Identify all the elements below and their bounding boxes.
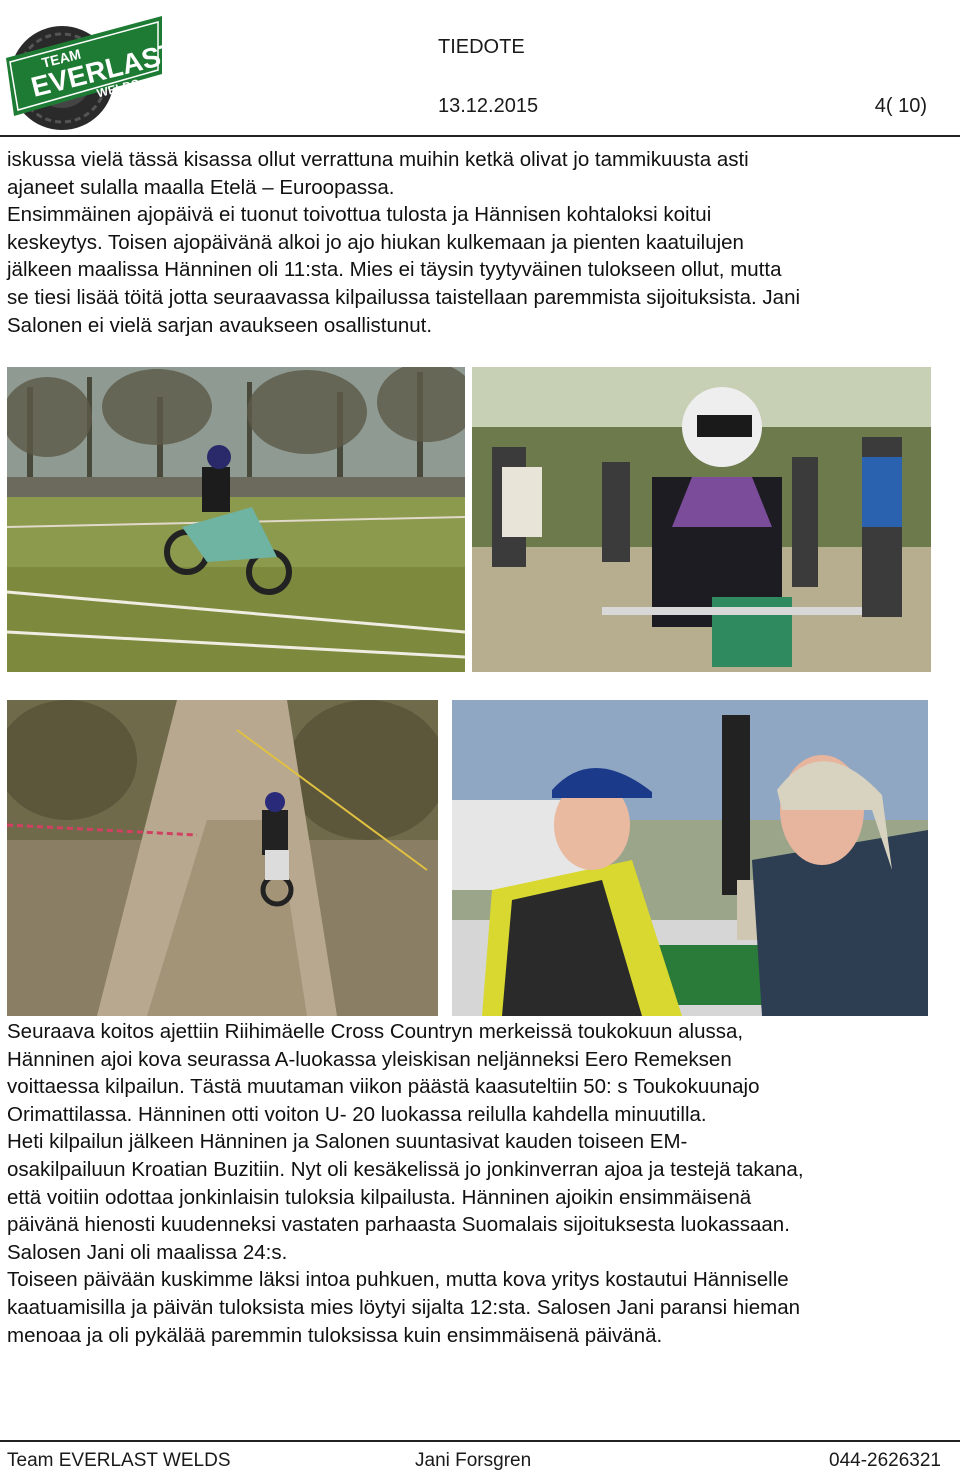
text-line: se tiesi lisää töitä jotta seuraavassa kilpailussa taistellaan paremmista sijoituksista. Jani	[7, 285, 801, 309]
text-line: Ensimmäinen ajopäivä ei tuonut toivottua tulosta ja Hännisen kohtaloksi koitui	[7, 203, 712, 227]
text-line: että voitiin odottaa jonkinlaisin tuloksia kilpailusta. Hänninen ajoikin ensimmäisenä	[7, 1185, 752, 1209]
text-line: iskussa vielä tässä kisassa ollut verrattuna muihin ketkä olivat jo tammikuusta asti	[7, 148, 749, 171]
text-line: päivänä hienosti kuudenneksi vastaten parhaasta Suomalais sijoituksesta luokassaan.	[7, 1213, 790, 1237]
text-line: keskeytys. Toisen ajopäivänä alkoi jo ajo hiukan kulkemaan ja pienten kaatuilujen	[7, 230, 744, 254]
text-line: Seuraava koitos ajettiin Riihimäelle Cross Countryn merkeissä toukokuun alussa,	[7, 1020, 744, 1043]
text-line: Salonen ei vielä sarjan avaukseen osallistunut.	[7, 313, 433, 337]
footer-phone-number: 044-2626321	[829, 1450, 941, 1471]
text-line: Toiseen päivään kuskimme läksi intoa puhkuen, mutta kova yritys kostautui Hänniselle	[7, 1268, 789, 1292]
header-divider	[0, 135, 960, 137]
rider-interview-photo	[452, 700, 928, 1016]
logo-text-welds: WELDS	[95, 76, 141, 101]
rider-descending-hill-photo	[7, 700, 438, 1016]
text-line: Heti kilpailun jälkeen Hänninen ja Salonen suuntasivat kauden toiseen EM-	[7, 1130, 688, 1154]
footer-team-name: Team EVERLAST WELDS	[7, 1450, 231, 1471]
logo-text-team: TEAM	[40, 45, 83, 71]
page-number: 4( 10)	[874, 95, 927, 117]
footer-divider	[0, 1440, 960, 1442]
logo-text-everlast: EVERLAST	[27, 36, 164, 103]
document-date: 13.12.2015	[438, 95, 539, 117]
text-line: ajaneet sulalla maalla Etelä – Euroopassa.	[7, 175, 395, 199]
body-paragraph-1	[7, 146, 952, 339]
motocross-jump-photo	[7, 367, 465, 672]
text-line: osakilpailuun Kroatian Buzitiin. Nyt oli kesäkelissä jo jonkinverran ajoa ja testejä takana,	[7, 1157, 804, 1181]
team-everlast-welds-logo	[4, 6, 164, 136]
rider-closeup-photo	[472, 367, 931, 672]
text-line: Hänninen ajoi kova seurassa A-luokassa yleiskisan neljänneksi Eero Remeksen	[7, 1047, 732, 1071]
text-line: kaatuamisilla ja päivän tuloksista mies löytyi sijalta 12:sta. Salosen Jani paransi hieman	[7, 1295, 801, 1319]
text-line: Salosen Jani oli maalissa 24:s.	[7, 1240, 288, 1264]
text-line: Orimattilassa. Hänninen otti voiton U- 20 luokassa reilulla kahdella minuutilla.	[7, 1102, 707, 1126]
document-type-title: TIEDOTE	[438, 36, 525, 58]
body-paragraph-2	[7, 1018, 952, 1349]
footer-contact-name: Jani Forsgren	[415, 1450, 532, 1471]
text-line: voittaessa kilpailun. Tästä muutaman viikon päästä kaasuteltiin 50: s Toukokuunajo	[7, 1075, 760, 1099]
text-line: menoaa ja oli pykälää paremmin tuloksissa kuin ensimmäisenä päivänä.	[7, 1323, 663, 1347]
text-line: jälkeen maalissa Hänninen oli 11:sta. Mies ei täysin tyytyväinen tulokseen ollut, mutta	[7, 258, 782, 282]
